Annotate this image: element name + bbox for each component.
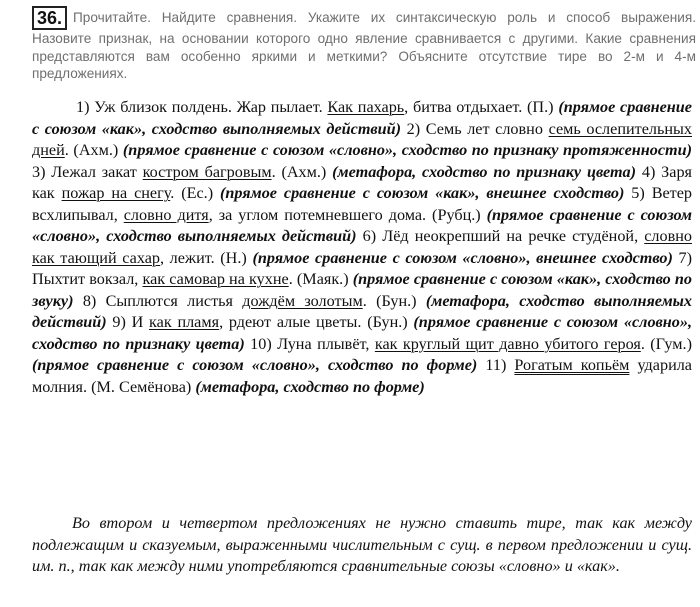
sentence-6-comparison: словно как тающий сахар (32, 227, 692, 267)
sentence-10-comparison: как круглый щит давно убитого героя (374, 334, 641, 353)
sentence-2-text: 2) Семь лет словно (401, 119, 549, 138)
sentence-10-text: 10) Луна плывёт, (244, 334, 375, 353)
sentence-1-note: (прямое сравнение с союзом «как», сходство выполняемых действий) (32, 98, 692, 138)
sentence-1-text-end: , битва отдыхает. (П.) (404, 98, 559, 116)
sentence-3-text: 3) Лежал закат (32, 162, 143, 181)
answer-paragraph (32, 97, 692, 398)
sentence-4-note: (прямое сравнение с союзом «как», внешнее сходство) (220, 184, 625, 202)
sentence-3-text-end: . (Ахм.) (271, 162, 333, 181)
sentence-2-comparison: семь ослепительных дней (32, 119, 692, 159)
sentence-2-note: (прямое сравнение с союзом «словно», сходство по признаку протяженности) (122, 141, 692, 159)
sentence-9-text: 9) И (106, 313, 150, 331)
sentence-9-note: (прямое сравнение с союзом «словно», сходство по признаку цвета) (32, 313, 692, 353)
sentence-4-text: 4) Заря как (32, 162, 692, 202)
task-block (32, 6, 696, 83)
sentence-5-text: 5) Ветер всхлипывал, (32, 184, 693, 224)
sentence-7-text-end: . (Маяк.) (288, 270, 353, 288)
sentence-2-text-end: . (Ахм.) (64, 141, 123, 159)
sentence-11-comparison: Рогатым копьём (514, 356, 630, 374)
sentence-4-text-end: . (Ес.) (170, 184, 221, 202)
sentence-6-note: (прямое сравнение с союзом «словно», внешнее сходство) (252, 248, 673, 267)
sentence-4-comparison: пожар на снегу (61, 184, 171, 202)
sentence-7-comparison: как самовар на кухне (142, 270, 289, 288)
conclusion-paragraph: Во втором и четвертом предложениях не нужно ставить тире, так как между подлежащим и сказуемым, выраженными числительным с сущ. в первом предложении и сущ. им. п., так как между ними употребляются сравнительные союзы «словно» и «как». (32, 514, 692, 575)
sentence-5-text-end: , за углом потемневшего дома. (Рубц.) (208, 205, 487, 224)
task-number-badge: 36. (32, 6, 67, 30)
sentence-5-comparison: словно дитя (123, 205, 209, 224)
sentence-11-note: (метафора, сходство по форме) (195, 377, 425, 396)
sentence-9-comparison: как пламя (149, 313, 220, 331)
sentence-3-comparison: костром багровым (142, 162, 272, 181)
sentence-7-note: (прямое сравнение с союзом «как», сходство по звуку) (32, 270, 692, 310)
sentence-10-text-end: . (Гум.) (640, 334, 692, 353)
sentence-6-text: 6) Лёд неокрепший на речке студёной, (356, 227, 645, 245)
task-instructions: Прочитайте. Найдите сравнения. Укажите их синтаксическую роль и способ выражения. Назовите признак, на основании которого одно явление сравнивается с другими. Какие сравнения представляются вам особенно яркими и меткими? Объясните отсутствие тире во 2-м и 4-м предложениях. (32, 10, 696, 82)
sentence-7-text: 7) Пыхтит вокзал, (32, 248, 692, 288)
sentence-8-text-end: . (Бун.) (362, 291, 426, 310)
sentence-1-text: 1) Уж близок полдень. Жар пылает. (76, 98, 328, 116)
sentence-3-note: (метафора, сходство по признаку цвета) (332, 162, 637, 181)
sentence-11-text-end: ударила молния. (М. Семёнова) (32, 356, 692, 396)
sentence-10-note: (прямое сравнение с союзом «словно», сходство по форме) (32, 356, 478, 374)
sentence-9-text-end: , рдеют алые цветы. (Бун.) (219, 313, 414, 331)
sentence-8-note: (метафора, сходство выполняемых действий) (32, 291, 692, 331)
sentence-8-comparison: дождём золотым (242, 291, 363, 310)
sentence-8-text: 8) Сыплются листья (73, 291, 243, 310)
sentence-6-text-end: , лежит. (Н.) (159, 248, 253, 267)
sentence-1-comparison: Как пахарь (327, 98, 405, 116)
sentence-5-note: (прямое сравнение с союзом «словно», сходство выполняемых действий) (32, 205, 693, 245)
sentence-11-text: 11) (477, 356, 515, 374)
